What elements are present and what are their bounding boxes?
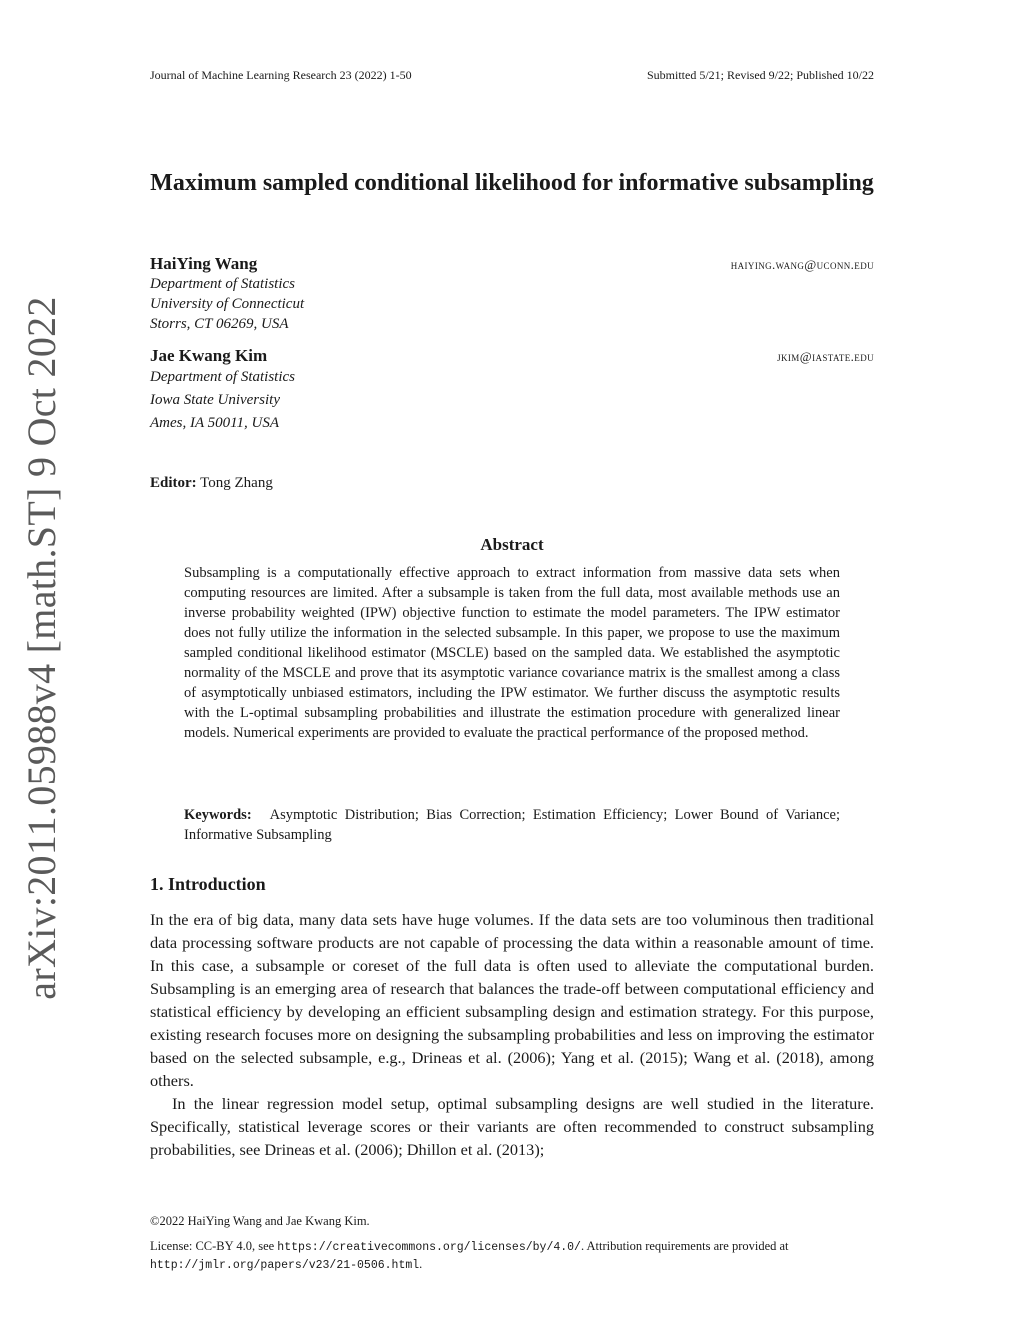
author-email[interactable]: jkim@iastate.edu [777,349,874,364]
keywords [184,805,840,845]
author-affiliation-line: University of Connecticut [150,296,305,312]
author-name: Jae Kwang Kim [150,346,268,365]
author-affiliation-line: Storrs, CT 06269, USA [150,316,289,332]
license-mid: . Attribution requirements are provided at [580,1239,789,1253]
license-prefix: License: CC-BY 4.0, see [150,1239,278,1253]
editor-label: Editor: [150,475,197,491]
author-affiliation-line: Department of Statistics [150,276,295,292]
arxiv-stamp: arXiv:2011.05988v4 [math.ST] 9 Oct 2022 [19,296,64,1000]
running-header [150,68,874,83]
editor-name: Tong Zhang [200,475,273,491]
author-block [150,254,874,334]
paper-link[interactable]: http://jmlr.org/papers/v23/21-0506.html [150,1259,420,1272]
introduction-body [150,908,874,1161]
journal-citation: Journal of Machine Learning Research 23 (2022) 1-50 [150,68,412,82]
editor-line [150,475,273,492]
keywords-list: Asymptotic Distribution; Bias Correction; Estimation Efficiency; Lower Bound of Variance; Informative Subsampling [184,807,840,843]
author-affiliation-line: Department of Statistics [150,369,295,385]
author-affiliation-line: Iowa State University [150,392,280,408]
copyright-notice: ©2022 HaiYing Wang and Jae Kwang Kim. [150,1214,370,1228]
keywords-label: Keywords: [184,807,252,823]
page-footer [150,1213,874,1274]
author-email[interactable]: haiying.wang@uconn.edu [730,257,874,272]
license-notice [150,1238,874,1274]
paper-title: Maximum sampled conditional likelihood for informative subsampling [150,170,874,196]
paragraph: In the era of big data, many data sets have huge volumes. If the data sets are too voluminous then traditional data processing software products are not capable of processing the data within a reasonable amount of time. In this case, a subsample or coreset of the full data is often used to alleviate the computational burden. Subsampling is an emerging area of research that balances the trade-off between computational efficiency and statistical efficiency by developing an efficient subsampling design and estimation strategy. For this purpose, existing research focuses more on designing the subsampling probabilities and less on improving the estimator based on the selected subsample, e.g., Drineas et al. (2006); Yang et al. (2015); Wang et al. (2018), among others. [150,910,874,1090]
license-link[interactable]: https://creativecommons.org/licenses/by/4.0/ [277,1241,581,1254]
license-end: . [419,1257,423,1271]
submission-dates: Submitted 5/21; Revised 9/22; Published 10/22 [646,68,874,82]
paragraph: In the linear regression model setup, optimal subsampling designs are well studied in the literature. Specifically, statistical leverage scores or their variants are often recommended to construct subsampling probabilities, see Drineas et al. (2006); Dhillon et al. (2013); [150,1094,874,1159]
author-affiliation-line: Ames, IA 50011, USA [150,415,280,431]
abstract-heading: Abstract [480,535,544,554]
abstract-text: Subsampling is a computationally effective approach to extract information from massive data sets when computing resources are limited. After a subsample is taken from the full data, most available methods use an inverse probability weighted (IPW) objective function to estimate the model parameters. The IPW estimator does not fully utilize the information in the selected subsample. In this paper, we propose to use the maximum sampled conditional likelihood estimator (MSCLE) based on the sampled data. We established the asymptotic normality of the MSCLE and prove that its asymptotic variance covariance matrix is the smallest among a class of asymptotically unbiased estimators, including the IPW estimator. We further discuss the asymptotic results with the L-optimal subsampling probabilities and illustrate the estimation procedure with generalized linear models. Numerical experiments are provided to evaluate the practical performance of the proposed method. [184,565,840,741]
author-block [150,346,874,435]
author-name: HaiYing Wang [150,254,258,273]
section-heading: 1. Introduction [150,874,266,894]
